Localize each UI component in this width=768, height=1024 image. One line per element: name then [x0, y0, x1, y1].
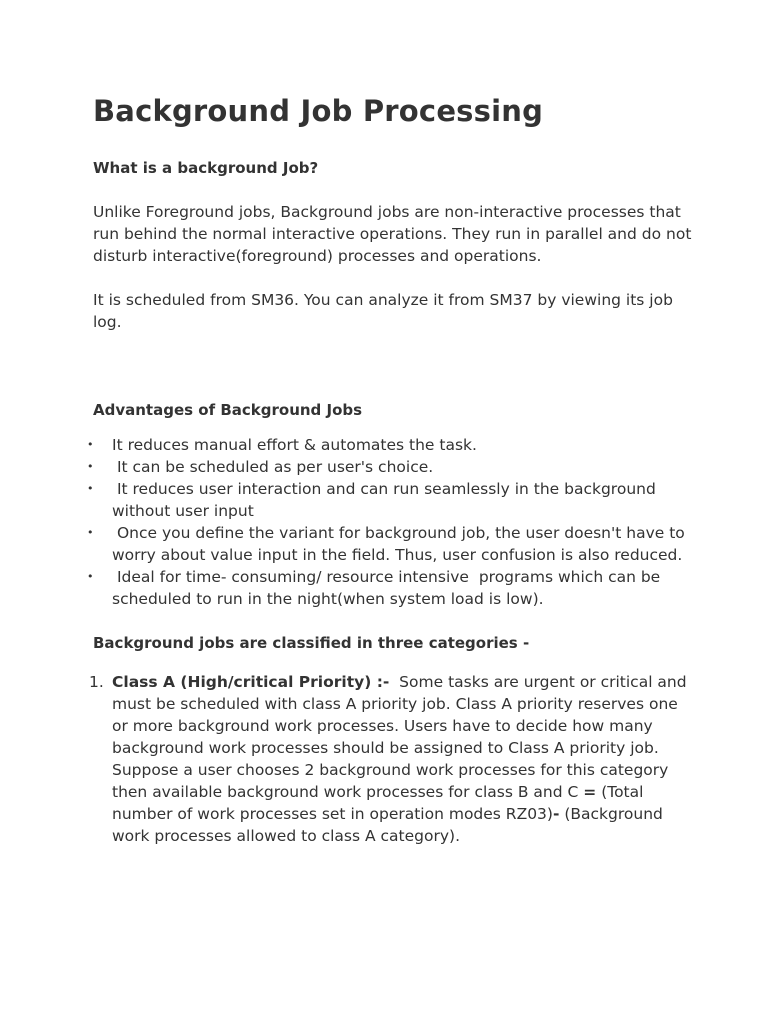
minus-sign: - — [552, 805, 560, 823]
bullet-icon: • — [87, 460, 94, 473]
list-item-text: It can be scheduled as per user's choice. — [112, 458, 434, 476]
bullet-icon: • — [87, 526, 94, 539]
class-a-text-3: (Background work processes allowed to class A category). — [112, 805, 668, 845]
list-item-text: Once you define the variant for background job, the user doesn't have to worry about value input in the field. Thus, user confusion is also reduced. — [112, 524, 690, 564]
section-heading-advantages: Advantages of Background Jobs — [93, 401, 363, 419]
list-item — [87, 478, 693, 522]
list-item — [87, 566, 693, 610]
class-a-separator: :- — [371, 673, 390, 691]
equals-sign: = — [583, 783, 597, 801]
paragraph-definition: Unlike Foreground jobs, Background jobs are non-interactive processes that run behind the normal interactive operations. They run in parallel and do not disturb interactive(foreground) processes and operations. — [93, 203, 692, 265]
bullet-icon: • — [87, 482, 94, 495]
section-heading-what-is: What is a background Job? — [93, 159, 319, 177]
class-a-label: Class A (High/critical Priority) — [112, 673, 372, 691]
list-item — [87, 456, 693, 478]
document-page — [87, 93, 697, 847]
paragraph-scheduling: It is scheduled from SM36. You can analyze it from SM37 by viewing its job log. — [93, 291, 673, 331]
bullet-icon: • — [87, 570, 94, 583]
list-item-text: It reduces manual effort & automates the task. — [112, 436, 477, 454]
list-item — [87, 522, 693, 566]
list-item-class-a — [89, 671, 697, 847]
list-number: 1. — [89, 673, 104, 691]
list-item-text: It reduces user interaction and can run seamlessly in the background without user input — [112, 480, 661, 520]
document-title: Background Job Processing — [93, 94, 544, 128]
list-item-text: Ideal for time- consuming/ resource intensive programs which can be scheduled to run in the night(when system load is low). — [112, 568, 666, 608]
bullet-icon: • — [87, 438, 94, 451]
section-heading-categories: Background jobs are classified in three categories - — [93, 634, 530, 652]
list-item — [87, 434, 693, 456]
advantages-list — [87, 434, 693, 610]
class-a-text: Some tasks are urgent or critical and must be scheduled with class A priority job. Class A priority reserves one or more background work processes. Users have to decide how many background work processes should be assigned to Class A priority job. Suppose a user chooses 2 background work processes for this category then available background work processes for class B and C — [112, 673, 697, 801]
class-a-text-2: (Total number of work processes set in operation modes RZ03) — [112, 783, 649, 823]
categories-list — [89, 671, 697, 847]
